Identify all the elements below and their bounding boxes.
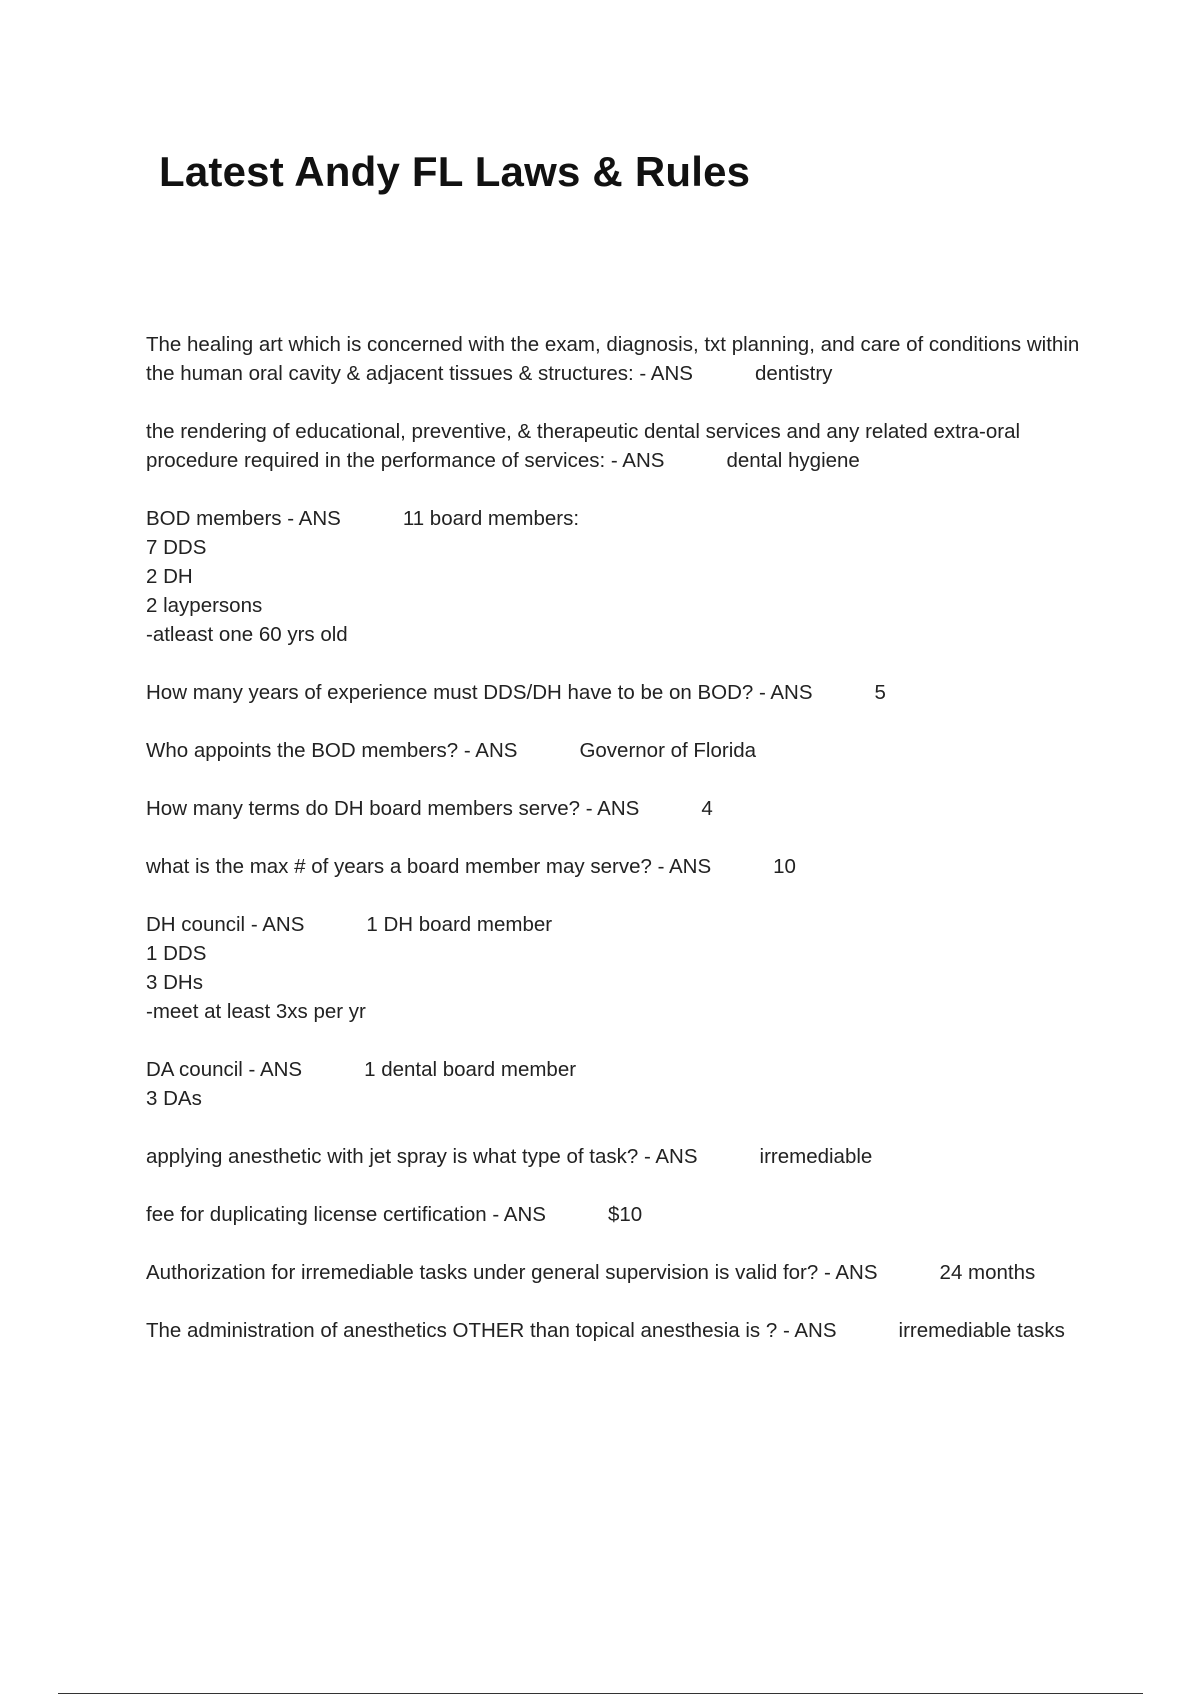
answer-line: -atleast one 60 yrs old bbox=[146, 623, 348, 646]
answer-text: 24 months bbox=[939, 1261, 1036, 1284]
answer-text: 1 DH board member bbox=[366, 913, 553, 936]
answer-separator: - ANS bbox=[777, 1319, 837, 1342]
answer-line: 2 laypersons bbox=[146, 594, 263, 617]
qa-item bbox=[146, 910, 1086, 1026]
answer-separator: - ANS bbox=[638, 1145, 698, 1168]
qa-list bbox=[146, 330, 1086, 1374]
answer-separator: - ANS bbox=[633, 362, 693, 385]
answer-separator: - ANS bbox=[486, 1203, 546, 1226]
answer-text: irremediable tasks bbox=[898, 1319, 1065, 1342]
answer-line: -meet at least 3xs per yr bbox=[146, 1000, 366, 1023]
answer-text: 4 bbox=[701, 797, 713, 820]
answer-text: Governor of Florida bbox=[579, 739, 757, 762]
question-text: applying anesthetic with jet spray is what type of task? bbox=[146, 1145, 639, 1168]
question-text: the rendering of educational, preventive, & therapeutic dental services and any related extra-oral procedure required in the performance of services: bbox=[146, 420, 1021, 472]
question-text: How many years of experience must DDS/DH have to be on BOD? bbox=[146, 681, 754, 704]
qa-item bbox=[146, 678, 1086, 707]
qa-item bbox=[146, 417, 1086, 475]
qa-item bbox=[146, 852, 1086, 881]
question-text: DH council bbox=[146, 913, 246, 936]
answer-line: 3 DHs bbox=[146, 971, 203, 994]
answer-text: 5 bbox=[874, 681, 886, 704]
answer-line: 2 DH bbox=[146, 565, 193, 588]
answer-separator: - ANS bbox=[605, 449, 665, 472]
answer-text: $10 bbox=[607, 1203, 643, 1226]
qa-item bbox=[146, 794, 1086, 823]
footer-divider bbox=[58, 1693, 1143, 1694]
qa-item bbox=[146, 1142, 1086, 1171]
question-text: How many terms do DH board members serve? bbox=[146, 797, 581, 820]
qa-item bbox=[146, 1258, 1086, 1287]
answer-separator: - ANS bbox=[245, 913, 305, 936]
answer-line: 3 DAs bbox=[146, 1087, 202, 1110]
answer-separator: - ANS bbox=[242, 1058, 303, 1081]
question-text: DA council bbox=[146, 1058, 243, 1081]
qa-item bbox=[146, 1200, 1086, 1229]
answer-separator: - ANS bbox=[580, 797, 640, 820]
answer-separator: - ANS bbox=[281, 507, 341, 530]
question-text: what is the max # of years a board member may serve? bbox=[146, 855, 652, 878]
qa-item bbox=[146, 504, 1086, 649]
question-text: fee for duplicating license certification bbox=[146, 1203, 487, 1226]
answer-text: 10 bbox=[773, 855, 796, 878]
answer-line: 7 DDS bbox=[146, 536, 207, 559]
qa-item bbox=[146, 1316, 1086, 1345]
answer-separator: - ANS bbox=[458, 739, 518, 762]
answer-line: 1 DDS bbox=[146, 942, 207, 965]
answer-separator: - ANS bbox=[818, 1261, 878, 1284]
answer-text: 11 board members: bbox=[402, 507, 580, 530]
question-text: Who appoints the BOD members? bbox=[146, 739, 459, 762]
answer-text: irremediable bbox=[759, 1145, 873, 1168]
question-text: Authorization for irremediable tasks under general supervision is valid for? bbox=[146, 1261, 819, 1284]
question-text: The healing art which is concerned with the exam, diagnosis, txt planning, and care of conditions within the human oral cavity & adjacent tissues & structures: bbox=[146, 333, 1080, 385]
answer-text: dental hygiene bbox=[726, 449, 860, 472]
question-text: The administration of anesthetics OTHER than topical anesthesia is ? bbox=[146, 1319, 778, 1342]
qa-item bbox=[146, 736, 1086, 765]
document-title: Latest Andy FL Laws & Rules bbox=[159, 148, 751, 195]
qa-item bbox=[146, 1055, 1086, 1113]
answer-separator: - ANS bbox=[753, 681, 813, 704]
qa-item bbox=[146, 330, 1086, 388]
answer-text: 1 dental board member bbox=[364, 1058, 577, 1081]
question-text: BOD members bbox=[146, 507, 282, 530]
answer-separator: - ANS bbox=[651, 855, 712, 878]
answer-text: dentistry bbox=[754, 362, 833, 385]
